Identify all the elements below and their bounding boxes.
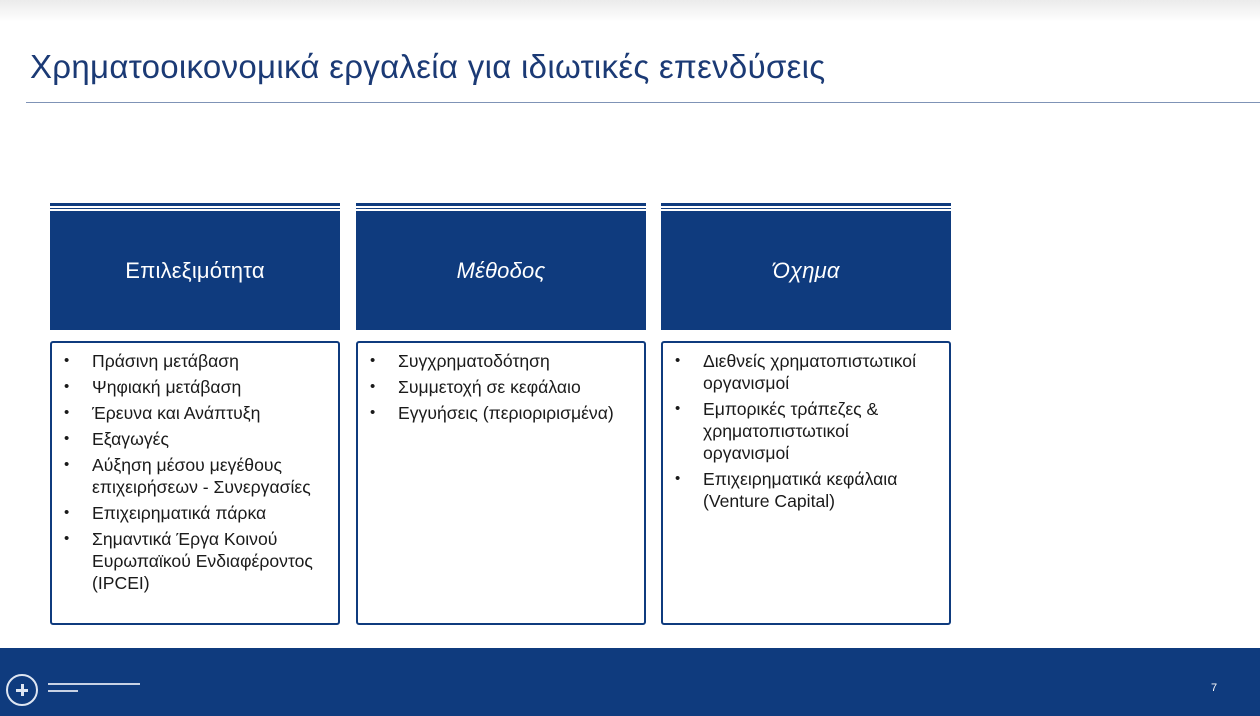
bullet-list xyxy=(663,343,949,512)
list-item: • Εξαγωγές xyxy=(64,428,328,450)
organization-text xyxy=(48,681,140,692)
column-vehicle xyxy=(661,206,951,511)
list-item: • Επιχειρηματικά κεφάλαια (Venture Capital) xyxy=(675,468,939,512)
column-eligibility xyxy=(50,206,340,593)
top-shade xyxy=(0,0,1260,22)
page-number: 7 xyxy=(1211,682,1218,694)
slide-title: Χρηματοοικονομικά εργαλεία για ιδιωτικές επενδύσεις xyxy=(30,48,826,85)
list-item: • Συμμετοχή σε κεφάλαιο xyxy=(370,376,634,398)
list-item: • Σημαντικά Έργα Κοινού Ευρωπαϊκού Ενδιαφέροντος (IPCEI) xyxy=(64,528,328,594)
column-body xyxy=(661,341,951,625)
list-item: • Εγγυήσεις (περιοριρισμένα) xyxy=(370,402,634,424)
column-header xyxy=(356,206,646,330)
column-header-label: Μέθοδος xyxy=(456,257,546,283)
column-header xyxy=(50,206,340,330)
column-header-label: Επιλεξιμότητα xyxy=(125,257,265,283)
bullet-list xyxy=(52,343,338,594)
column-body xyxy=(356,341,646,625)
bullet-list xyxy=(358,343,644,424)
list-item: • Συγχρηματοδότηση xyxy=(370,350,634,372)
list-item: • Επιχειρηματικά πάρκα xyxy=(64,502,328,524)
list-item: • Έρευνα και Ανάπτυξη xyxy=(64,402,328,424)
footer-bar xyxy=(0,648,1260,716)
list-item: • Πράσινη μετάβαση xyxy=(64,350,328,372)
column-header-label: Όχημα xyxy=(772,257,840,283)
column-body xyxy=(50,341,340,625)
title-divider xyxy=(26,102,1260,103)
list-item: • Ψηφιακή μετάβαση xyxy=(64,376,328,398)
column-header xyxy=(661,206,951,330)
coat-of-arms-icon xyxy=(6,674,38,706)
list-item: • Εμπορικές τράπεζες & χρηματοπιστωτικοί οργανισμοί xyxy=(675,398,939,464)
list-item: • Διεθνείς χρηματοπιστωτικοί οργανισμοί xyxy=(675,350,939,394)
column-method xyxy=(356,206,646,423)
list-item: • Αύξηση μέσου μεγέθους επιχειρήσεων - Συνεργασίες xyxy=(64,454,328,498)
